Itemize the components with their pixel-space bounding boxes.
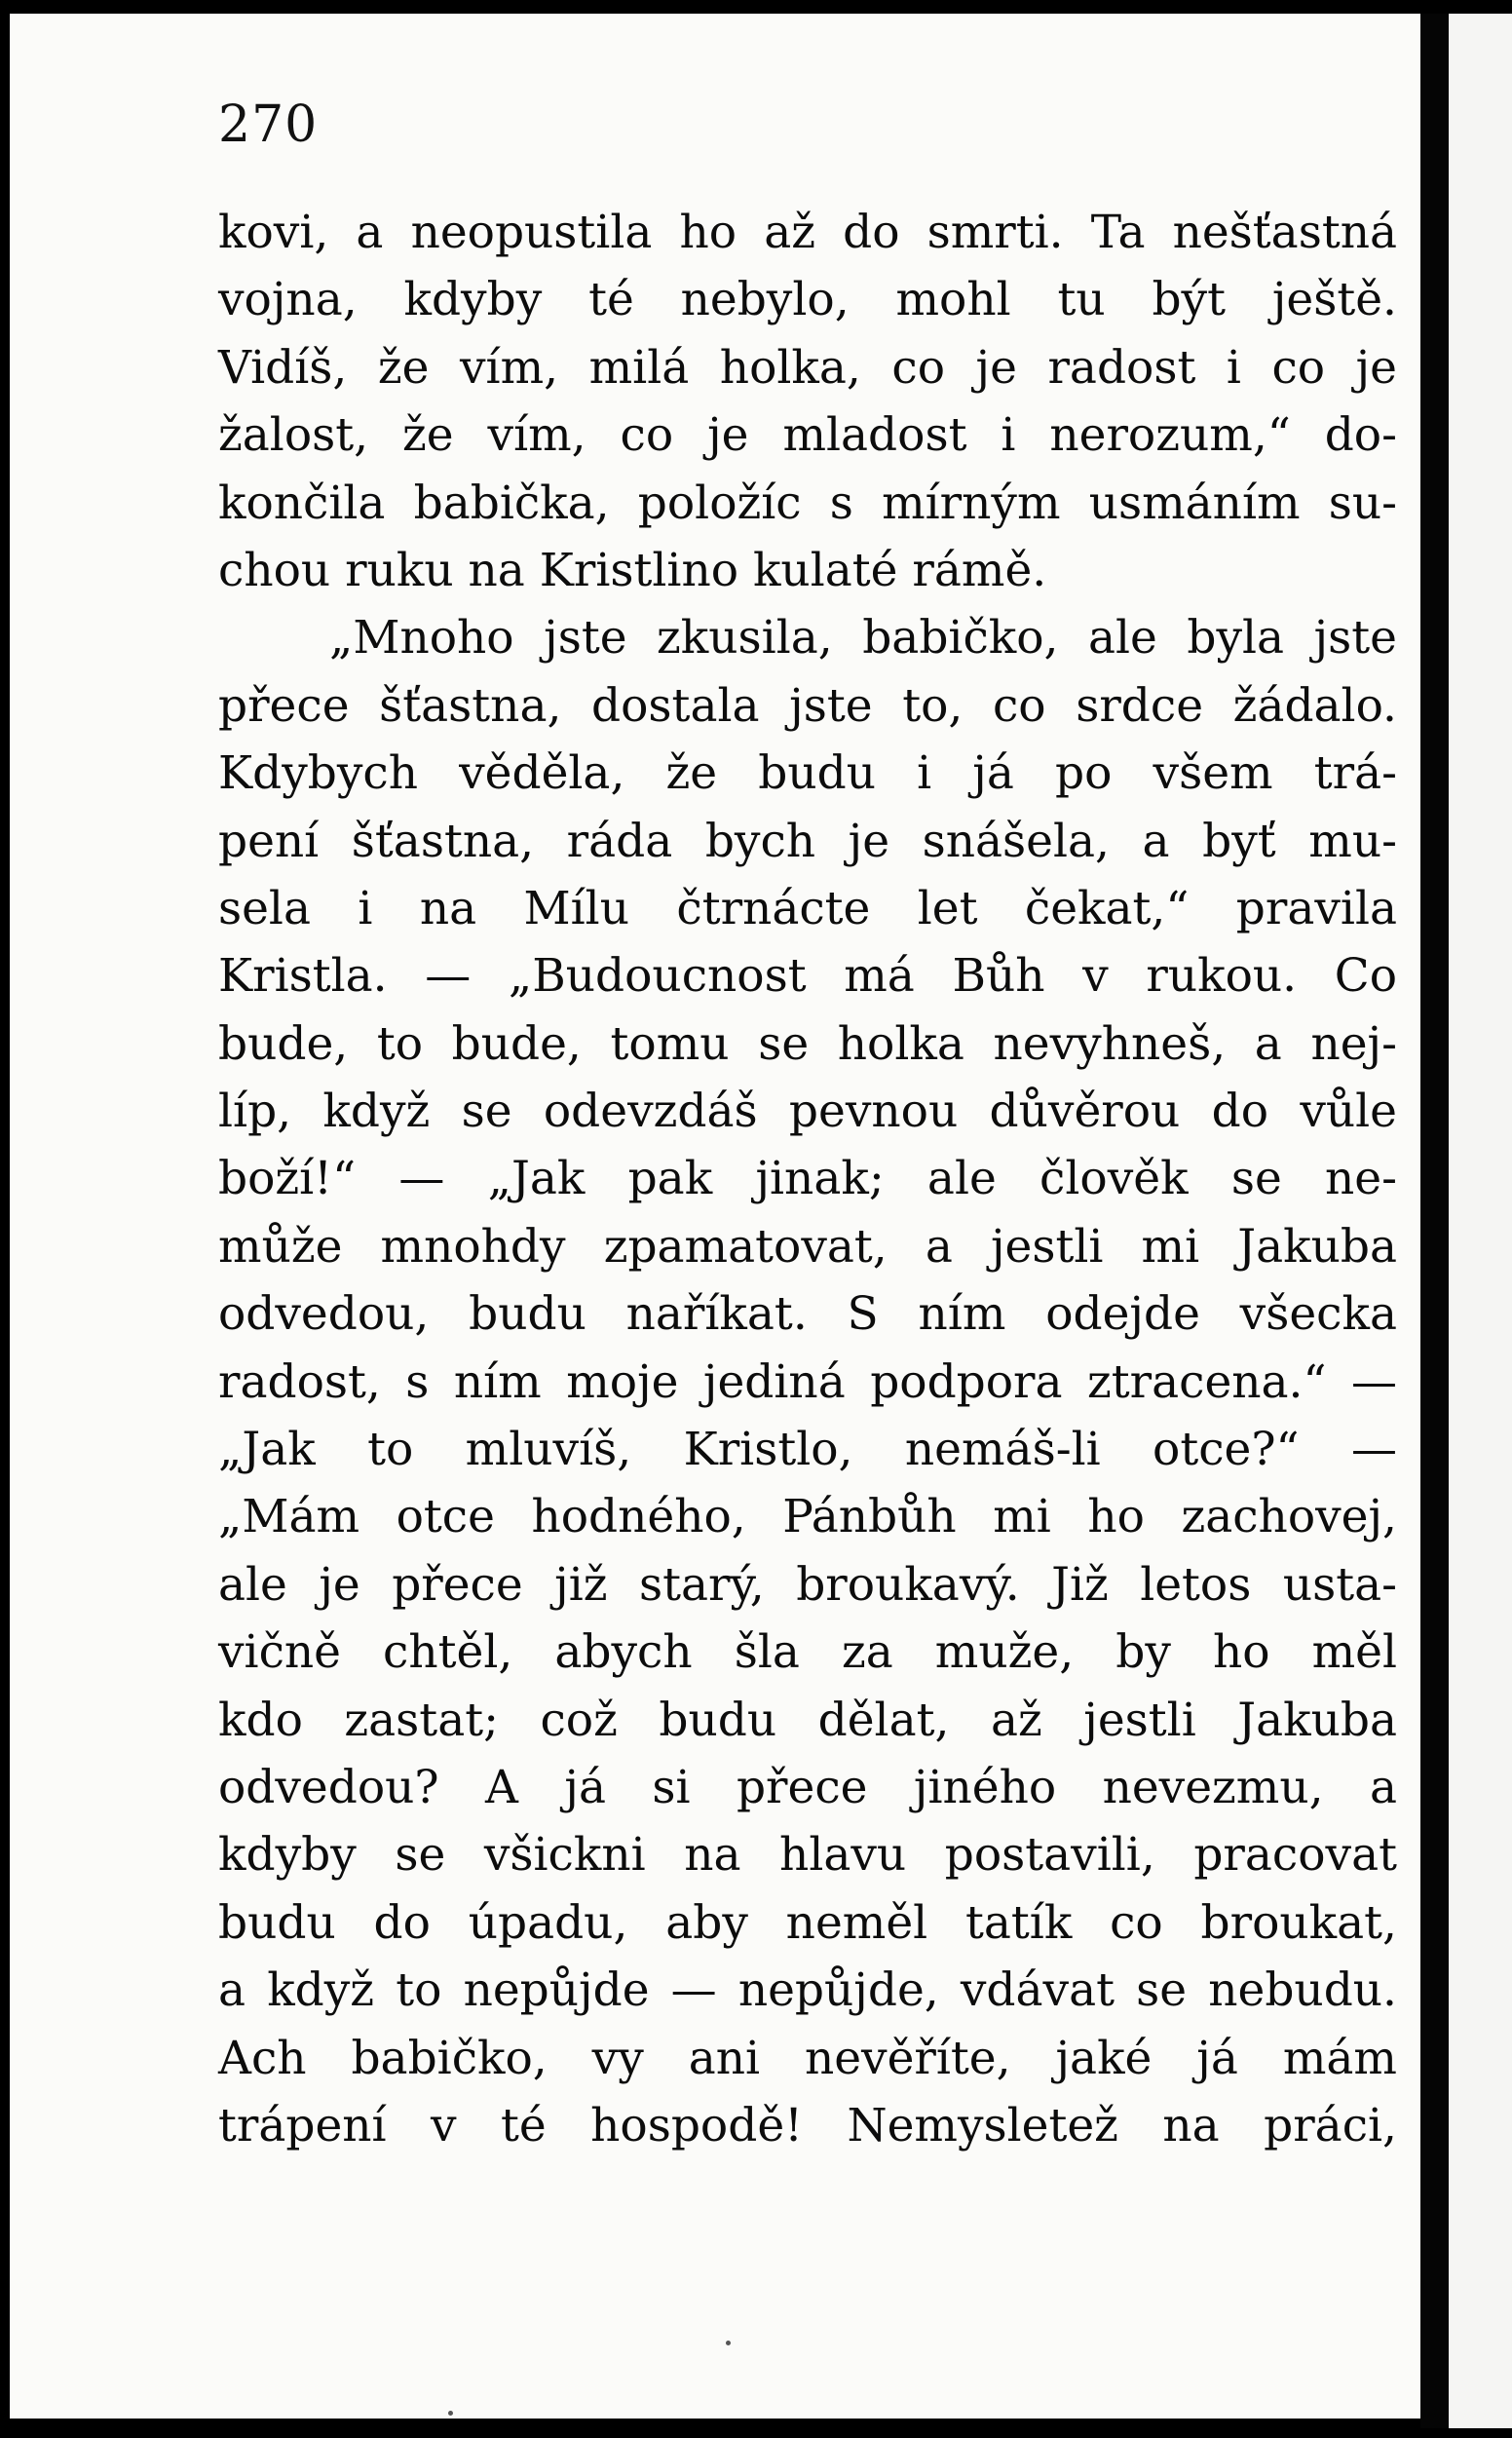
text-line: odvedou? A já si přece jiného nevezmu, a <box>218 1760 1397 1814</box>
text-line: trápení v té hospodě! Nemysletež na práci, <box>218 2098 1397 2152</box>
page-number: 270 <box>218 95 319 154</box>
text-line: přece šťastna, dostala jste to, co srdce žádalo. <box>218 678 1397 733</box>
text-line: budu do úpadu, aby neměl tatík co broukat, <box>218 1895 1397 1950</box>
text-line: sela i na Mílu čtrnácte let čekat,“ pravila <box>218 881 1397 935</box>
text-line: ale je přece již starý, broukavý. Již letos usta- <box>218 1557 1397 1612</box>
text-line: Kristla. — „Budoucnost má Bůh v rukou. Co <box>218 949 1397 1004</box>
adjacent-page-edge <box>1449 14 1512 2428</box>
text-line: odvedou, budu naříkat. S ním odejde všecka <box>218 1287 1397 1342</box>
text-line: kdo zastat; což budu dělat, až jestli Jakuba <box>218 1693 1397 1747</box>
page-gutter <box>1420 14 1449 2428</box>
text-line: boží!“ — „Jak pak jinak; ale člověk se ne- <box>218 1152 1397 1206</box>
text-line: může mnohdy zpamatovat, a jestli mi Jakuba <box>218 1219 1397 1274</box>
text-line: radost, s ním moje jediná podpora ztracena.“ — <box>218 1354 1397 1409</box>
body-text <box>218 199 1397 2159</box>
text-line: kovi, a neopustila ho až do smrti. Ta nešťastná <box>218 206 1397 259</box>
text-line: vičně chtěl, abych šla za muže, by ho měl <box>218 1625 1397 1680</box>
text-line: Ach babičko, vy ani nevěříte, jaké já mám <box>218 2031 1397 2085</box>
text-line: žalost, že vím, co je mladost i nerozum,“ do- <box>218 408 1397 463</box>
text-line: „Jak to mluvíš, Kristlo, nemáš-li otce?“ — <box>218 1423 1397 1477</box>
text-line: Vidíš, že vím, milá holka, co je radost i co je <box>218 340 1397 395</box>
paper-speck <box>726 2341 731 2345</box>
text-line: „Mám otce hodného, Pánbůh mi ho zachovej, <box>218 1490 1397 1544</box>
text-line: Kdybych věděla, že budu i já po všem trá- <box>218 746 1397 801</box>
paper-speck <box>448 2411 453 2416</box>
text-line: vojna, kdyby té nebylo, mohl tu být ještě. <box>218 273 1397 327</box>
text-line: pení šťastna, ráda bych je snášela, a byť mu- <box>218 814 1397 868</box>
text-line: kdyby se všickni na hlavu postavili, pracovat <box>218 1828 1397 1883</box>
text-line: bude, to bude, tomu se holka nevyhneš, a nej- <box>218 1016 1397 1071</box>
text-line: a když to nepůjde — nepůjde, vdávat se nebudu. <box>218 1963 1397 2018</box>
book-page <box>10 14 1430 2419</box>
text-line: líp, když se odevzdáš pevnou důvěrou do vůle <box>218 1085 1397 1139</box>
text-line: chou ruku na Kristlino kulaté rámě. <box>218 543 1047 597</box>
text-line: „Mnoho jste zkusila, babičko, ale byla jste <box>329 611 1397 666</box>
text-line: končila babička, položíc s mírným usmáním su- <box>218 476 1397 530</box>
